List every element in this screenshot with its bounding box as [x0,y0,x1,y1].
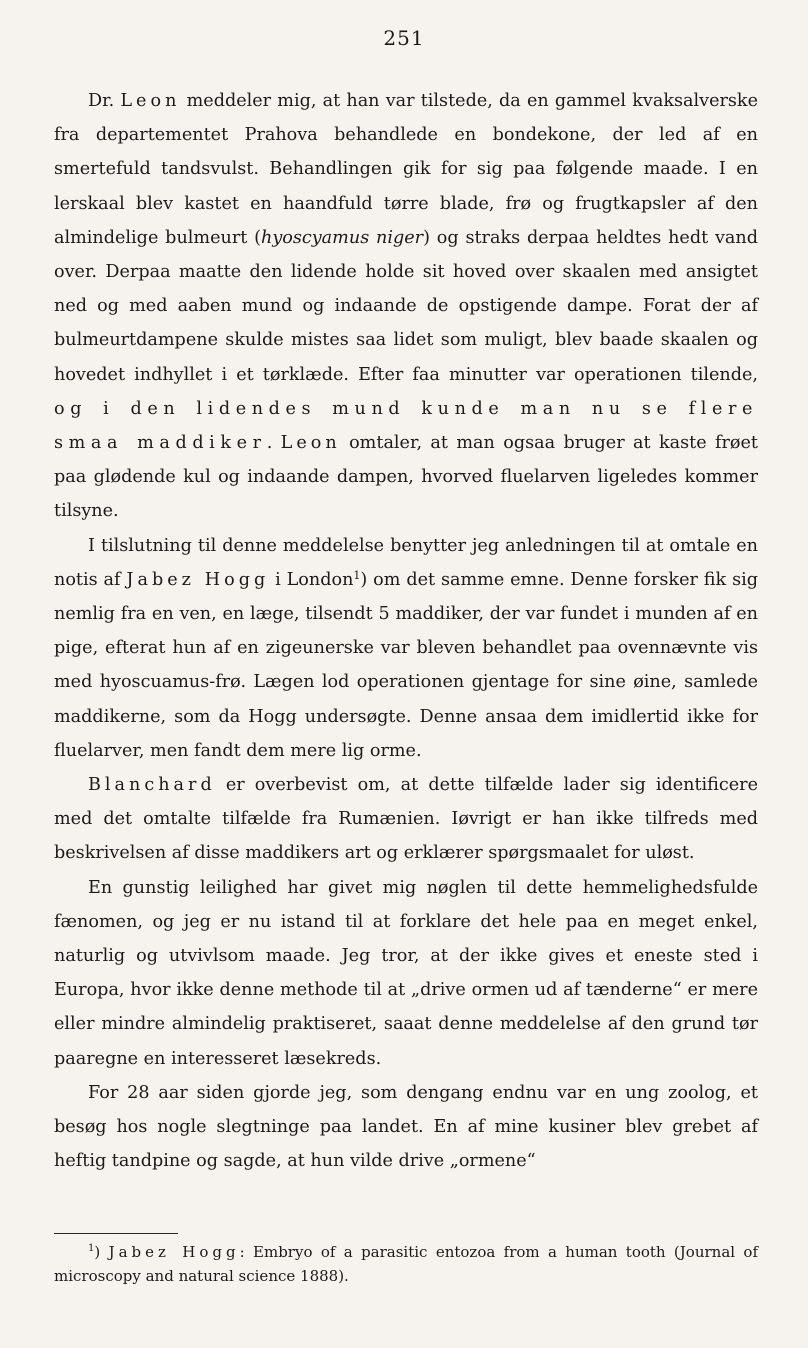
footnote-divider [54,1233,178,1234]
text-run: omtaler, at man ogsaa bruger at kaste frøet paa glødende kul og indaande dampen, hvorved fluelarven ligeledes kommer tilsyne. [54,433,758,522]
paragraph-1 [54,84,758,529]
text-run: I tilslutning til denne meddelelse benytter jeg anledningen til at omtale en notis af [54,535,758,590]
footnote-text [54,1240,758,1288]
text-run: ) [94,1243,109,1261]
spaced-text: Jabez Hogg [126,569,270,590]
text-run: ) og straks derpaa heldtes hedt vand over. Derpaa maatte den lidende holde sit hoved over skaalen med ansigtet ned og med aaben mund og indaande de opstigende dampe. Forat der af bulmeurtdampene skulde mistes saa lidet som muligt, blev baade skaalen og hovedet indhyllet i et tørklæde. Efter faa minutter var operationen tilende, [54,227,758,385]
text-run: i London [269,569,354,590]
footnote-body [54,1243,758,1285]
spaced-text: Leon [280,433,341,454]
spaced-text: og i den lidendes mund kunde man nu se flere smaa maddiker [54,398,758,454]
text-run: : Embryo of a parasitic entozoa from a human tooth (Journal of microscopy and natural science 1888). [54,1243,759,1285]
italic-text: hyoscyamus niger [261,227,424,248]
spaced-text: Jabez Hogg [108,1243,240,1261]
body-text [54,84,758,1179]
footnote-reference: 1 [353,568,361,582]
footnote-marker: 1 [88,1243,95,1254]
spaced-text: Blanchard [88,775,216,796]
text-run: er overbevist om, at dette tilfælde lader sig identificere med det omtalte tilfælde fra Rumænien. Iøvrigt er han ikke tilfreds med beskrivelsen af disse maddikers art og erklærer spørgsmaalet for uløst. [54,775,758,864]
text-run: En gunstig leilighed har givet mig nøglen til dette hemmelighedsfulde fænomen, og jeg er nu istand til at forklare det hele paa en meget enkel, naturlig og utvivlsom maade. Jeg tror, at der ikke gives et eneste sted i Europa, hvor ikke denne methode til at „drive ormen ud af tænderne“ er mere eller mindre almindelig praktiseret, saaat denne meddelelse af den grund tør paaregne en interesseret læsekreds. [54,877,758,1069]
text-run: ) om det samme emne. Denne forsker fik sig nemlig fra en ven, en læge, tilsendt 5 maddiker, der var fundet i munden af en pige, efterat hun af en zigeunerske var bleven behandlet paa ovennævnte vis med hyoscuamus-frø. Lægen lod operationen gjentage for sine øine, samlede maddikerne, som da Hogg undersøgte. Denne ansaa dem imidlertid ikke for fluelarver, men fandt dem mere lig orme. [54,569,758,761]
paragraph-5 [54,1076,758,1179]
paragraph-4 [54,871,758,1076]
text-run: . [266,433,281,454]
footnote [54,1240,758,1288]
spaced-text: Leon [120,91,181,111]
paragraph-2 [54,529,758,768]
text-run: meddeler mig, at han var tilstede, da en gammel kvaksalverske fra departementet Prahova behandlede en bondekone, der led af en smertefuld tandsvulst. Behandlingen gik for sig paa følgende maade. I en lerskaal blev kastet en haandfuld tørre blade, frø og frugtkapsler af den almindelige bulmeurt ( [54,91,758,248]
text-run: Dr. [88,91,121,111]
paragraph-3 [54,768,758,871]
page-number: 251 [383,26,425,50]
text-run: For 28 aar siden gjorde jeg, som dengang endnu var en ung zoolog, et besøg hos nogle slegtninge paa landet. En af mine kusiner blev grebet af heftig tandpine og sagde, at hun vilde drive „ormene“ [54,1082,758,1172]
